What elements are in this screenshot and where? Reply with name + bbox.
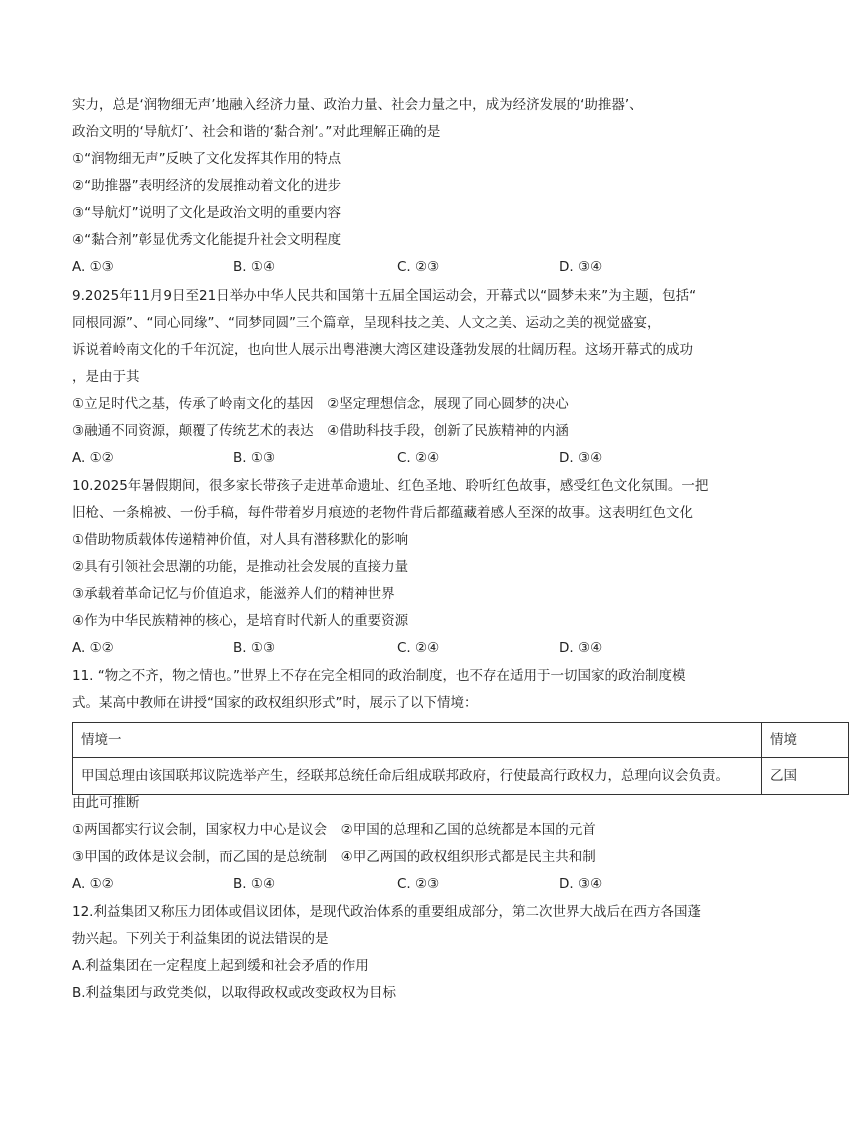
q9-stem-line: 诉说着岭南文化的千年沉淀，也向世人展示出粤港澳大湾区建设蓬勃发展的壮阔历程。这场开幕式的成功	[72, 342, 693, 358]
table-header-cell: 情境一	[73, 723, 762, 758]
q8-option-b: B. ①④	[233, 259, 276, 275]
q11-options	[72, 874, 794, 894]
q11-statement: ①两国都实行议会制，国家权力中心是议会 ②甲国的总理和乙国的总统都是本国的元首	[72, 822, 596, 838]
table-cell: 乙国	[762, 758, 849, 795]
q9-options	[72, 448, 794, 468]
q10-option-c: C. ②④	[397, 640, 440, 656]
table-header-cell: 情境	[762, 723, 849, 758]
q11-lead-in: 由此可推断	[72, 795, 140, 811]
q12-stem-line: 勃兴起。下列关于利益集团的说法错误的是	[72, 931, 329, 947]
q9-option-b: B. ①③	[233, 450, 276, 466]
q8-stem-line: 政治文明的‘导航灯’、社会和谐的‘黏合剂’。”对此理解正确的是	[72, 124, 441, 140]
q11-option-d: D. ③④	[559, 876, 603, 892]
q12-stem-line: 12.利益集团又称压力团体或倡议团体，是现代政治体系的重要组成部分，第二次世界大战后在西方各国蓬	[72, 904, 701, 920]
q11-option-a: A. ①②	[72, 876, 114, 892]
q10-statement: ④作为中华民族精神的核心，是培育时代新人的重要资源	[72, 613, 409, 629]
q10-option-d: D. ③④	[559, 640, 603, 656]
q11-stem-line: 11. “物之不齐，物之情也。”世界上不存在完全相同的政治制度，也不存在适用于一切国家的政治制度模	[72, 668, 686, 684]
q10-stem-line: 10.2025年暑假期间，很多家长带孩子走进革命遗址、红色圣地、聆听红色故事，感受红色文化氛围。一把	[72, 478, 709, 494]
table-header-row	[73, 723, 849, 758]
q10-option-a: A. ①②	[72, 640, 114, 656]
q11-option-c: C. ②③	[397, 876, 440, 892]
q8-statement: ①“润物细无声”反映了文化发挥其作用的特点	[72, 151, 342, 167]
q10-statement: ②具有引领社会思潮的功能，是推动社会发展的直接力量	[72, 559, 409, 575]
q8-statement: ②“助推器”表明经济的发展推动着文化的进步	[72, 178, 342, 194]
q10-option-b: B. ①③	[233, 640, 276, 656]
q9-stem-line: 同根同源”、“同心同缘”、“同梦同圆”三个篇章，呈现科技之美、人文之美、运动之美的视觉盛宴，	[72, 315, 661, 331]
q9-stem-line: ，是由于其	[72, 369, 140, 385]
q8-option-a: A. ①③	[72, 259, 114, 275]
q12-option-a: A.利益集团在一定程度上起到缓和社会矛盾的作用	[72, 958, 369, 974]
q10-statement: ③承载着革命记忆与价值追求，能滋养人们的精神世界	[72, 586, 395, 602]
q10-stem-line: 旧枪、一条棉被、一份手稿，每件带着岁月痕迹的老物件背后都蕴藏着感人至深的故事。这表明红色文化	[72, 505, 693, 521]
q8-option-c: C. ②③	[397, 259, 440, 275]
scenario-table	[72, 722, 849, 795]
q8-statement: ④“黏合剂”彰显优秀文化能提升社会文明程度	[72, 232, 342, 248]
table-cell: 甲国总理由该国联邦议院选举产生，经联邦总统任命后组成联邦政府，行使最高行政权力，总理向议会负责。	[73, 758, 762, 795]
q11-statement: ③甲国的政体是议会制，而乙国的是总统制 ④甲乙两国的政权组织形式都是民主共和制	[72, 849, 596, 865]
q9-option-d: D. ③④	[559, 450, 603, 466]
q8-option-d: D. ③④	[559, 259, 603, 275]
q9-statement: ①立足时代之基，传承了岭南文化的基因 ②坚定理想信念，展现了同心圆梦的决心	[72, 396, 569, 412]
q10-statement: ①借助物质载体传递精神价值，对人具有潜移默化的影响	[72, 532, 409, 548]
q8-statement: ③“导航灯”说明了文化是政治文明的重要内容	[72, 205, 342, 221]
q8-options	[72, 257, 794, 277]
q11-option-b: B. ①④	[233, 876, 276, 892]
q11-stem-line: 式。某高中教师在讲授“国家的政权组织形式”时，展示了以下情境：	[72, 695, 478, 711]
q9-option-a: A. ①②	[72, 450, 114, 466]
q9-option-c: C. ②④	[397, 450, 440, 466]
q9-stem-line: 9.2025年11月9日至21日举办中华人民共和国第十五届全国运动会，开幕式以“圆梦未来”为主题，包括“	[72, 288, 697, 304]
q8-stem-line: 实力，总是‘润物细无声’地融入经济力量、政治力量、社会力量之中，成为经济发展的‘助推器’、	[72, 97, 643, 113]
q9-statement: ③融通不同资源，颠覆了传统艺术的表达 ④借助科技手段，创新了民族精神的内涵	[72, 423, 569, 439]
q10-options	[72, 638, 794, 658]
table-row	[73, 758, 849, 795]
q12-option-b: B.利益集团与政党类似，以取得政权或改变政权为目标	[72, 985, 397, 1001]
